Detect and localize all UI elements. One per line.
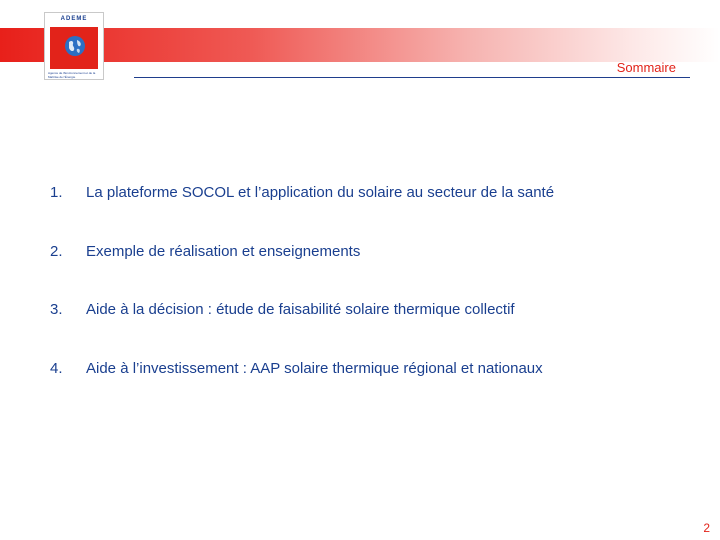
page-number: 2 [703, 521, 710, 535]
agenda-item-number: 3. [50, 301, 63, 318]
ademe-logo [44, 12, 104, 80]
agenda-item-text: Aide à la décision : étude de faisabilité solaire thermique collectif [86, 301, 515, 318]
logo-red-square [50, 27, 98, 69]
logo-caption: Agence de l'Environnement et de la Maîtrise de l'Énergie [48, 71, 96, 79]
agenda-item [50, 243, 690, 302]
agenda-item-text: La plateforme SOCOL et l’application du solaire au secteur de la santé [86, 184, 555, 201]
logo-wordmark: ADEME [60, 16, 88, 22]
agenda-item-text: Exemple de réalisation et enseignements [86, 242, 361, 260]
agenda-item [50, 360, 690, 419]
agenda-item [50, 184, 690, 243]
agenda-list [50, 184, 690, 418]
header-rule [134, 77, 690, 78]
agenda-item [50, 301, 690, 360]
globe-icon [64, 35, 86, 57]
header-band [0, 28, 720, 62]
agenda-item-number: 4. [50, 359, 63, 377]
slide-title: Sommaire [616, 60, 676, 75]
agenda-item-number: 1. [50, 184, 63, 201]
agenda-item-number: 2. [50, 242, 63, 260]
agenda-item-text: Aide à l’investissement : AAP solaire thermique régional et nationaux [86, 359, 543, 377]
